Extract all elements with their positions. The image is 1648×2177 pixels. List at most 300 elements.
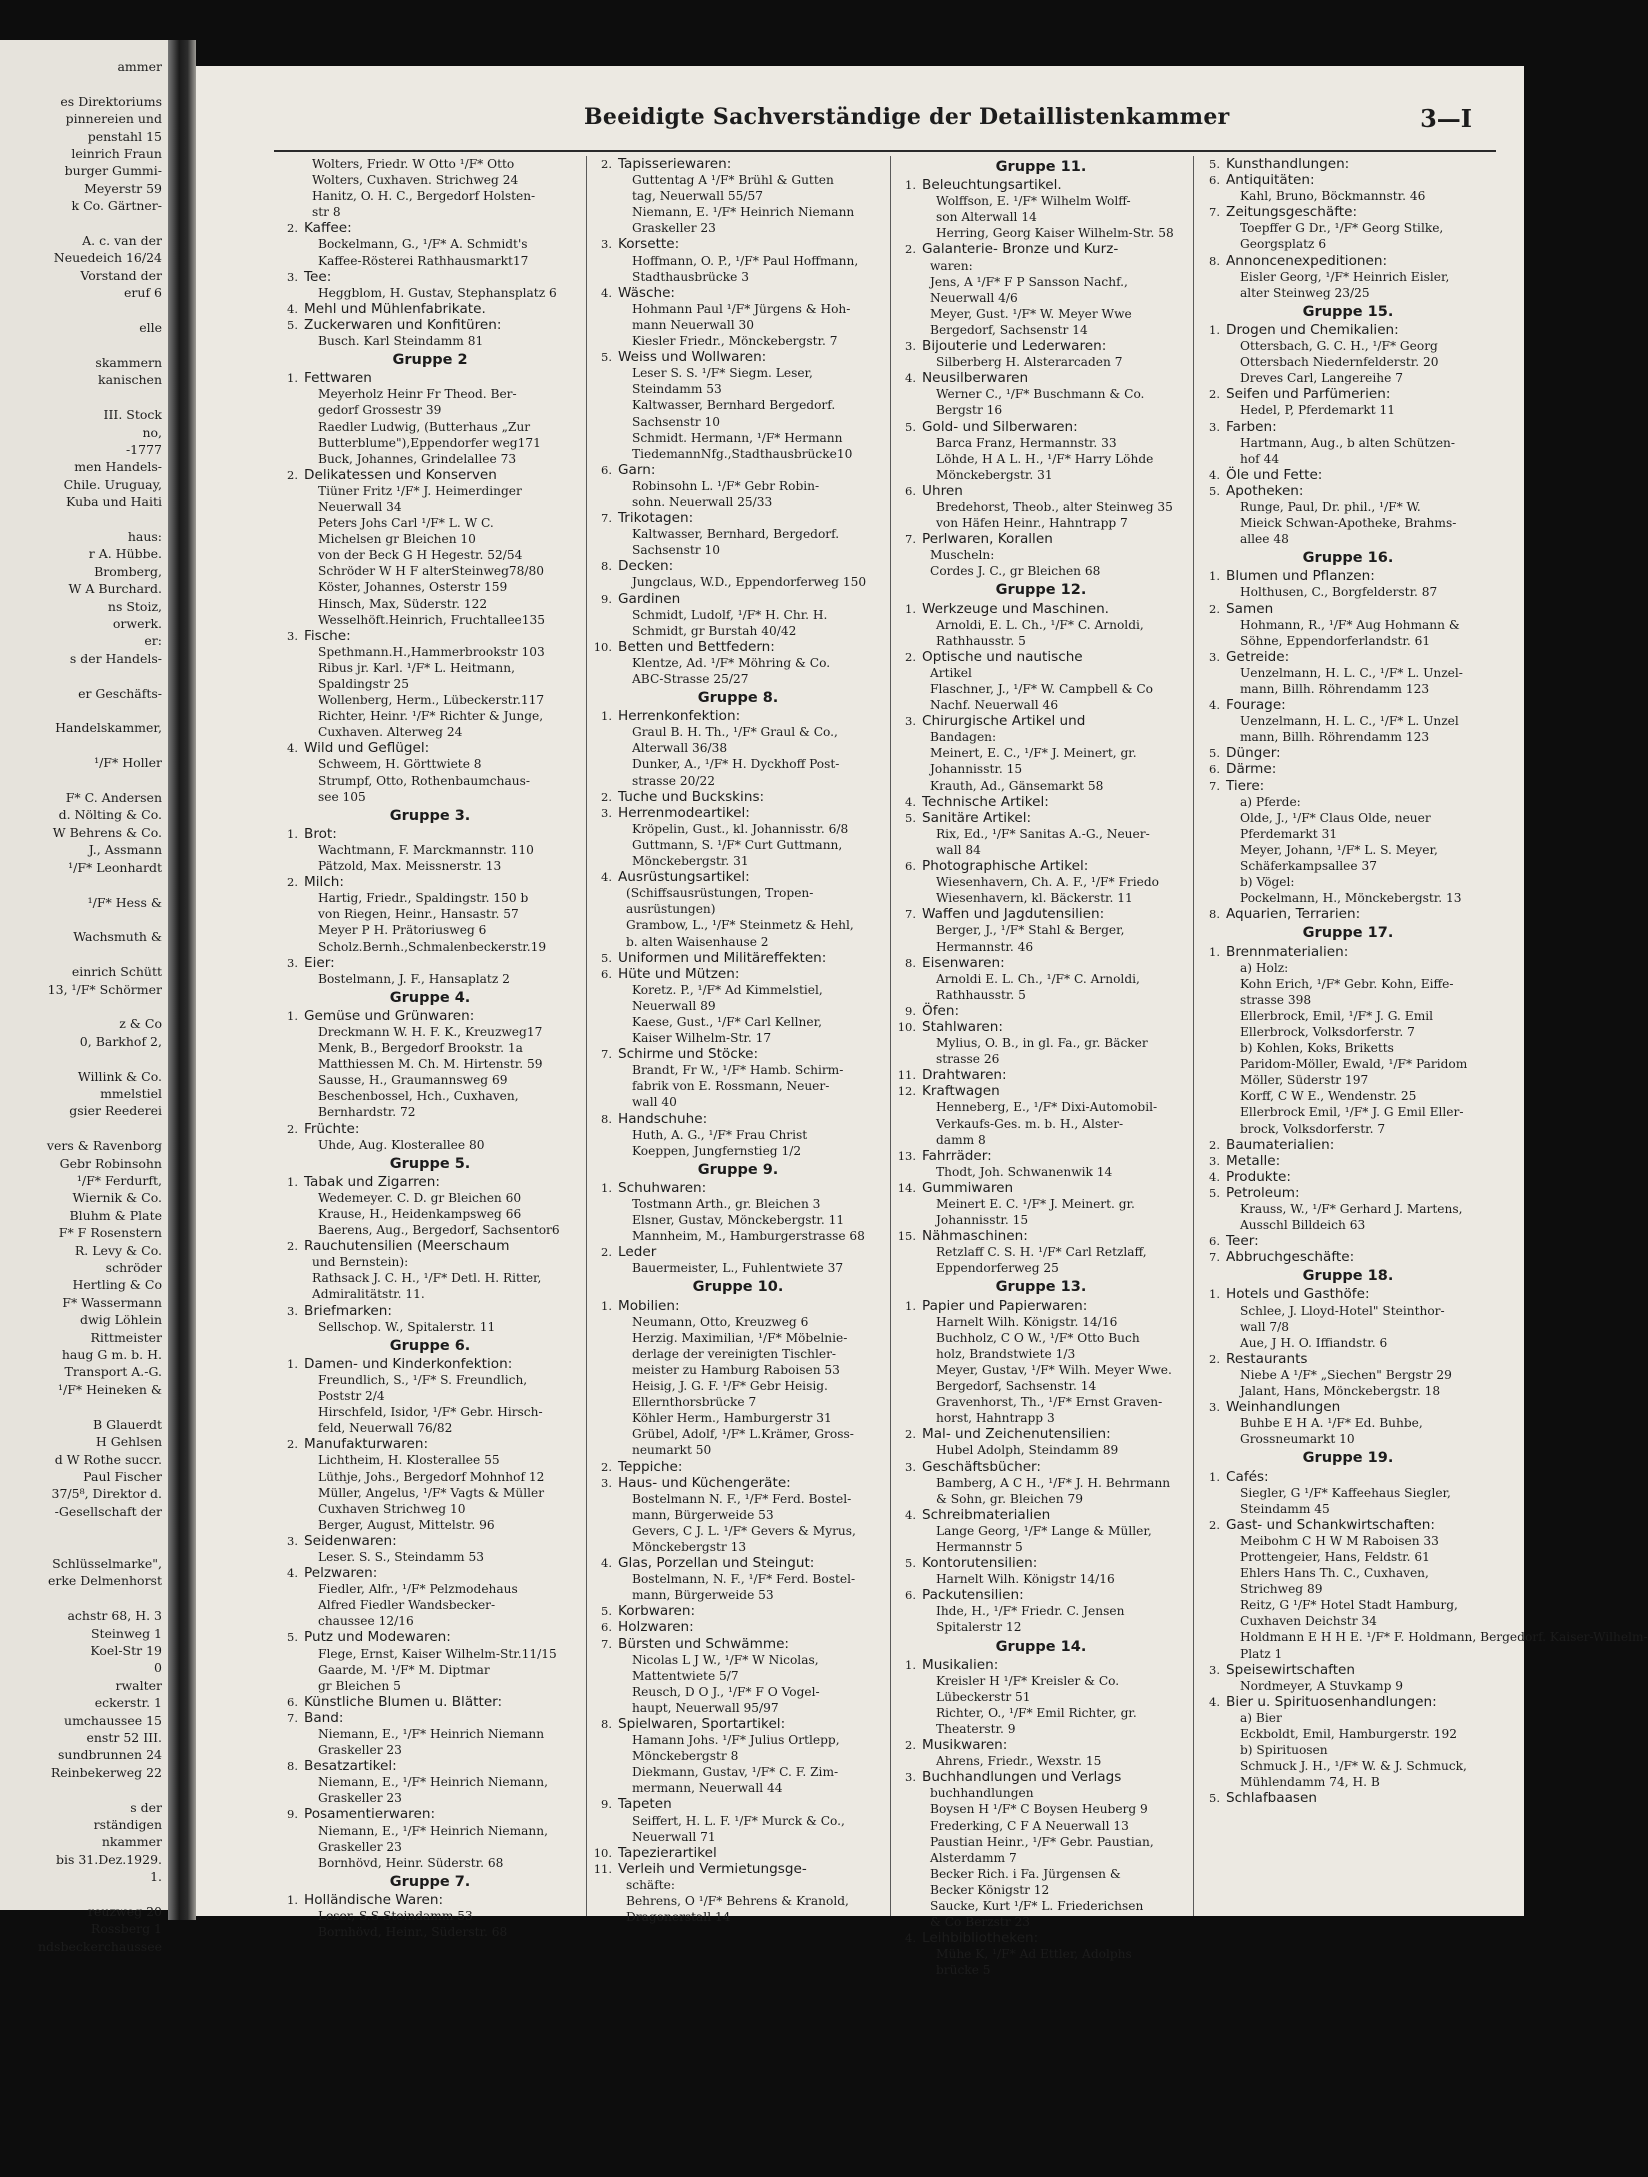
directory-entry	[590, 236, 886, 284]
entry-body	[618, 349, 886, 462]
entry-line: b) Kohlen, Koks, Briketts	[1240, 1041, 1394, 1056]
entry-line: Behrens, O ¹/F* Behrens & Kranold,	[626, 1894, 849, 1909]
entry-line: Mannheim, M., Hamburgerstrasse 68	[632, 1229, 865, 1244]
category-title: Uhren	[922, 482, 963, 499]
column-1	[276, 156, 584, 1940]
entry-body	[618, 1619, 886, 1635]
directory-entry	[894, 1180, 1188, 1228]
entry-line: Scholz.Bernh.,Schmalenbeckerstr.19	[318, 939, 547, 954]
directory-entry	[894, 1298, 1188, 1427]
left-page-line: schröder	[105, 1260, 162, 1276]
directory-entry	[1198, 1662, 1498, 1694]
left-page-line: Kuba und Haiti	[66, 494, 162, 510]
category-title: Schuhwaren:	[618, 1179, 707, 1196]
entry-line: ausrüstungen)	[626, 902, 716, 917]
entry-number: 3.	[601, 805, 612, 820]
category-title: Beleuchtungsartikel.	[922, 177, 1062, 194]
left-page-line: leinrich Fraun	[71, 146, 162, 162]
entry-line: Grambow, L., ¹/F* Steinmetz & Hehl,	[626, 918, 854, 933]
category-title: Schirme und Stöcke:	[618, 1046, 759, 1063]
entry-line: Busch. Karl Steindamm 81	[318, 334, 484, 349]
directory-entry	[590, 1619, 886, 1635]
entry-line: strasse 20/22	[632, 773, 715, 788]
group-heading: Gruppe 5.	[389, 1155, 471, 1172]
left-page-line	[2, 1886, 162, 1903]
entry-number: 3.	[287, 1303, 298, 1318]
directory-entry	[1198, 172, 1498, 204]
category-title: Bürsten und Schwämme:	[618, 1635, 790, 1652]
entry-body	[922, 906, 1188, 954]
entry-line: Johannisstr. 15	[930, 762, 1023, 777]
entry-body	[1226, 253, 1498, 301]
entry-number: 8.	[1209, 907, 1220, 922]
directory-entry	[894, 906, 1188, 954]
directory-entry	[1198, 778, 1498, 907]
category-title: Wild und Geflügel:	[304, 740, 430, 757]
entry-line: Eckboldt, Emil, Hamburgerstr. 192	[1240, 1727, 1458, 1741]
category-title: Buchhandlungen und Verlags	[922, 1769, 1122, 1786]
entry-line: Wiesenhavern, Ch. A. F., ¹/F* Friedo	[936, 875, 1159, 890]
left-page-line: eckerstr. 1	[94, 1695, 162, 1711]
entry-line: Pferdemarkt 31	[1240, 826, 1338, 841]
entry-line: Meyer, Johann, ¹/F* L. S. Meyer,	[1240, 842, 1438, 857]
entry-line: Söhne, Eppendorferlandstr. 61	[1240, 633, 1431, 648]
entry-line: Harnelt Wilh. Königstr 14/16	[936, 1572, 1115, 1587]
entry-body	[922, 1228, 1188, 1276]
category-title: Schreibmaterialien	[922, 1506, 1051, 1523]
entry-line: feld, Neuerwall 76/82	[318, 1421, 453, 1436]
column-divider	[1193, 156, 1194, 1916]
entry-body	[922, 810, 1188, 858]
entry-body	[618, 1716, 886, 1796]
entry-number: 3.	[1209, 649, 1220, 664]
left-page-line: Bluhm & Plate	[69, 1207, 162, 1223]
entry-line: a) Pferde:	[1240, 794, 1301, 809]
category-title: Pelzwaren:	[304, 1565, 378, 1582]
entry-line: Henneberg, E., ¹/F* Dixi-Automobil-	[936, 1100, 1158, 1115]
entry-line: Freundlich, S., ¹/F* S. Freundlich,	[318, 1372, 528, 1387]
group-heading: Gruppe 9.	[697, 1161, 779, 1178]
category-title: Fische:	[304, 627, 351, 644]
entry-line: Thodt, Joh. Schwanenwik 14	[936, 1164, 1113, 1179]
entry-number: 5.	[1209, 1791, 1220, 1806]
group-heading: Gruppe 15.	[1302, 303, 1394, 320]
entry-line: allee 48	[1240, 532, 1289, 547]
category-title: Aquarien, Terrarien:	[1226, 906, 1361, 923]
directory-entry	[1198, 386, 1498, 418]
entry-line: Kröpelin, Gust., kl. Johannisstr. 6/8	[632, 821, 849, 836]
entry-body	[618, 1636, 886, 1716]
entry-body	[922, 419, 1188, 483]
column-2	[590, 156, 886, 1925]
entry-number: 8.	[1209, 253, 1220, 268]
entry-number: 5.	[1209, 157, 1220, 171]
left-page-line: -Gesellschaft der	[54, 1503, 162, 1519]
directory-entry	[590, 1111, 886, 1159]
category-title: Waffen und Jagdutensilien:	[922, 906, 1105, 923]
entry-body	[922, 1148, 1188, 1180]
entry-number: 12.	[897, 1084, 916, 1099]
left-page-line: erke Delmenhorst	[47, 1573, 162, 1589]
entry-line: waren:	[930, 258, 973, 273]
entry-line: Arnoldi E. L. Ch., ¹/F* C. Arnoldi,	[936, 971, 1140, 986]
entry-number: 9.	[601, 591, 612, 606]
left-page-line	[2, 1050, 162, 1067]
left-page-line	[2, 702, 162, 719]
entry-body	[1226, 1662, 1498, 1694]
entry-line: Georgsplatz 6	[1240, 237, 1327, 252]
entry-line: brücke 5	[936, 1963, 991, 1978]
entry-body	[922, 1067, 1188, 1083]
category-title: Geschäftsbücher:	[922, 1458, 1041, 1475]
directory-entry	[894, 1657, 1188, 1737]
entry-line: Runge, Paul, Dr. phil., ¹/F* W.	[1240, 499, 1421, 514]
entry-number: 5.	[601, 950, 612, 965]
entry-line: Koeppen, Jungfernstieg 1/2	[632, 1143, 802, 1158]
entry-number: 5.	[1209, 483, 1220, 498]
left-page-line: penstahl 15	[87, 128, 162, 144]
directory-entry	[894, 1769, 1188, 1785]
left-page-line: enstr 52 III.	[86, 1730, 162, 1745]
directory-entry	[590, 510, 886, 558]
left-page-line	[2, 389, 162, 406]
entry-line: Berger, J., ¹/F* Stahl & Berger,	[936, 923, 1125, 938]
entry-line: Werner C., ¹/F* Buschmann & Co.	[936, 387, 1145, 402]
entry-line: Herzig. Maximilian, ¹/F* Möbelnie-	[632, 1330, 848, 1345]
entry-body	[618, 869, 886, 885]
directory-entry	[590, 156, 886, 236]
category-title: Zuckerwaren und Konfitüren:	[304, 316, 502, 333]
category-title: Tapeten	[618, 1796, 672, 1813]
entry-line: Wollenberg, Herm., Lübeckerstr.117	[318, 693, 545, 708]
category-title: Früchte:	[304, 1120, 360, 1137]
entry-line: chaussee 12/16	[318, 1614, 414, 1629]
entry-body	[922, 1083, 1188, 1147]
entry-body	[618, 510, 886, 558]
left-page-line: ¹/F* Hess &	[87, 894, 162, 910]
entry-line: Dunker, A., ¹/F* H. Dyckhoff Post-	[632, 757, 840, 772]
entry-line: hof 44	[1240, 451, 1280, 466]
entry-line: Bandagen:	[930, 730, 997, 745]
entry-line: Hohmann, R., ¹/F* Aug Hohmann &	[1240, 617, 1460, 632]
page-header	[196, 104, 1524, 148]
page-number: 3—I	[1420, 104, 1472, 133]
entry-line: Becker Königstr 12	[930, 1882, 1050, 1897]
entry-number: 3.	[1209, 419, 1220, 434]
directory-entry	[1198, 601, 1498, 649]
entry-body	[618, 1244, 886, 1276]
directory-entry	[1198, 649, 1498, 697]
entry-body	[304, 1892, 584, 1940]
entry-number: 3.	[905, 1770, 916, 1785]
entry-body	[618, 462, 886, 510]
left-page-line: Schlüsselmarke",	[52, 1555, 162, 1571]
entry-line: Theaterstr. 9	[936, 1722, 1016, 1736]
directory-entry	[894, 794, 1188, 810]
group-heading: Gruppe 14.	[995, 1638, 1087, 1655]
category-title: Farben:	[1226, 418, 1277, 435]
entry-line: Ottersbach Niedernfelderstr. 20	[1240, 355, 1439, 370]
entry-line: Wesselhöft.Heinrich, Fruchtallee135	[318, 612, 546, 627]
directory-entry	[1198, 1286, 1498, 1350]
category-title: Tabak und Zigarren:	[304, 1173, 440, 1190]
directory-entry	[1198, 697, 1498, 745]
left-page-line: haug G m. b. H.	[61, 1347, 162, 1363]
entry-line: Berger, August, Mittelstr. 96	[318, 1517, 495, 1532]
entry-number: 7.	[1209, 778, 1220, 793]
entry-line: Hartmann, Aug., b alten Schützen-	[1240, 435, 1456, 450]
directory-entry	[1198, 156, 1498, 172]
entry-line: Siegler, G ¹/F* Kaffeehaus Siegler,	[1240, 1485, 1451, 1500]
entry-line: Sausse, H., Graumannsweg 69	[318, 1073, 508, 1088]
entry-line: Meyer P H. Prätoriusweg 6	[318, 923, 487, 938]
entry-line: neumarkt 50	[632, 1443, 712, 1458]
entry-line: Rix, Ed., ¹/F* Sanitas A.-G., Neuer-	[936, 826, 1150, 841]
directory-entry	[590, 591, 886, 639]
left-page-line	[2, 737, 162, 754]
entry-body	[922, 1587, 1188, 1635]
entry-line: Reitz, G ¹/F* Hotel Stadt Hamburg,	[1240, 1598, 1458, 1613]
entry-line: Schweem, H. Görttwiete 8	[318, 757, 482, 772]
category-title: Musikalien:	[922, 1656, 999, 1673]
directory-entry	[590, 639, 886, 687]
directory-entry	[1198, 1694, 1498, 1791]
category-title: Holländische Waren:	[304, 1891, 444, 1908]
entry-body	[922, 1769, 1188, 1785]
category-title: Gummiwaren	[922, 1179, 1014, 1196]
entry-line: Meinert E. C. ¹/F* J. Meinert. gr.	[936, 1197, 1135, 1211]
entry-line: Niebe A ¹/F* „Siechen" Bergstr 29	[1240, 1367, 1452, 1382]
directory-entry	[894, 1067, 1188, 1083]
category-title: Tuche und Buckskins:	[618, 788, 765, 805]
category-title: Kraftwagen	[922, 1083, 1000, 1100]
entry-line: Hermannstr. 46	[936, 939, 1034, 954]
entry-line: Bamberg, A C H., ¹/F* J. H. Behrmann	[936, 1475, 1171, 1490]
entry-body	[618, 789, 886, 805]
entry-number: 5.	[905, 419, 916, 434]
left-page-line: ¹/F* Ferdurft,	[76, 1173, 162, 1188]
entry-body	[1226, 745, 1498, 761]
entry-line: Holdmann E H H E. ¹/F* F. Holdmann, Bergedorf. Kaiser-Wilhelm-	[1240, 1630, 1648, 1645]
entry-line: Johannisstr. 15	[936, 1213, 1029, 1228]
entry-number: 7.	[601, 511, 612, 526]
entry-line: Kiesler Friedr., Mönckebergstr. 7	[632, 334, 838, 349]
entry-line: strasse 26	[936, 1052, 1000, 1067]
entry-body	[618, 1555, 886, 1603]
directory-entry	[894, 1930, 1188, 1978]
category-title: Weiss und Wollwaren:	[618, 349, 767, 366]
entry-line: Verkaufs-Ges. m. b. H., Alster-	[936, 1116, 1124, 1131]
entry-body	[1226, 1694, 1498, 1791]
directory-entry	[590, 1046, 886, 1110]
entry-line: Koretz. P., ¹/F* Ad Kimmelstiel,	[632, 982, 823, 997]
left-page-line: Neuedeich 16/24	[53, 250, 162, 266]
entry-line: Hanitz, O. H. C., Bergedorf Holsten-	[312, 189, 536, 204]
category-title: Seidenwaren:	[304, 1532, 397, 1549]
entry-body	[618, 1796, 886, 1844]
entry-line: Wachtmann, F. Marckmannstr. 110	[318, 842, 534, 857]
entry-line: Niemann, E. ¹/F* Heinrich Niemann	[632, 205, 855, 220]
entry-line: horst, Hahntrapp 3	[936, 1411, 1055, 1426]
directory-entry	[276, 1758, 584, 1806]
entry-line: haupt, Neuerwall 95/97	[632, 1700, 779, 1715]
entry-line: Meinert, E. C., ¹/F* J. Meinert, gr.	[930, 746, 1137, 761]
entry-line: wall 84	[936, 842, 981, 857]
entry-line: Alterwall 36/38	[632, 741, 728, 756]
entry-body	[304, 1629, 584, 1693]
left-page-line: z & Co	[119, 1016, 162, 1032]
category-title: Blumen und Pflanzen:	[1226, 568, 1375, 585]
entry-line: Meyer, Gust. ¹/F* W. Meyer Wwe	[930, 306, 1132, 321]
left-page-line: men Handels-	[74, 459, 162, 475]
category-title: Leihbibliotheken:	[922, 1930, 1039, 1947]
entry-line: Stadthausbrücke 3	[632, 269, 749, 284]
category-title: Photographische Artikel:	[922, 858, 1089, 875]
category-title: Briefmarken:	[304, 1302, 392, 1319]
entry-line: Hubel Adolph, Steindamm 89	[936, 1443, 1119, 1458]
directory-entry	[1198, 1469, 1498, 1517]
entry-line: Krauss, W., ¹/F* Gerhard J. Martens,	[1240, 1202, 1463, 1216]
column-4	[1198, 156, 1648, 1916]
entry-line: Raedler Ludwig, (Butterhaus „Zur	[318, 419, 531, 434]
entry-line: Frederking, C F A Neuerwall 13	[930, 1818, 1129, 1833]
entry-body	[1226, 697, 1498, 745]
left-page-line: Wachsmuth &	[73, 929, 162, 945]
entry-line: Spaldingstr 25	[318, 677, 410, 691]
entry-line: Bergstr 16	[936, 403, 1003, 418]
directory-entry	[1198, 1153, 1498, 1169]
entry-body	[304, 1806, 584, 1870]
entry-line: Robinsohn L. ¹/F* Gebr Robin-	[632, 478, 820, 493]
left-page-line: er Geschäfts-	[78, 685, 162, 701]
directory-entry	[590, 349, 886, 462]
entry-line: Poststr 2/4	[318, 1389, 385, 1404]
entry-line: Hedel, P, Pferdemarkt 11	[1240, 403, 1396, 418]
entry-line: Steindamm 45	[1240, 1501, 1330, 1516]
left-page-line: reuzweg 20	[88, 1904, 162, 1920]
entry-line: Krauth, Ad., Gänsemarkt 58	[930, 778, 1104, 793]
directory-entry	[1198, 1169, 1498, 1185]
directory-entry	[894, 1003, 1188, 1019]
entry-line: Hirschfeld, Isidor, ¹/F* Gebr. Hirsch-	[318, 1405, 543, 1420]
entry-line: b) Vögel:	[1240, 875, 1295, 890]
entry-line: Jungclaus, W.D., Eppendorferweg 150	[632, 575, 867, 590]
entry-line: Bostelmann, J. F., Hansaplatz 2	[318, 971, 510, 986]
entry-number: 10.	[897, 1019, 916, 1034]
entry-number: 1.	[601, 1180, 612, 1195]
entry-body	[1226, 944, 1498, 1137]
entry-number: 2.	[287, 1239, 298, 1254]
category-title: Apotheken:	[1226, 482, 1304, 499]
directory-entry	[276, 1892, 584, 1940]
directory-entry	[590, 869, 886, 885]
entry-number: 2.	[287, 467, 298, 482]
left-page-fragment	[0, 40, 168, 1954]
entry-number: 1.	[905, 1298, 916, 1313]
entry-body	[304, 1174, 584, 1238]
directory-entry	[590, 1716, 886, 1796]
directory-entry	[590, 462, 886, 510]
left-page-line	[2, 302, 162, 319]
entry-line: Reusch, D O J., ¹/F* F O Vogel-	[632, 1684, 820, 1699]
directory-entry	[894, 419, 1188, 483]
entry-number: 10.	[593, 1845, 612, 1860]
entry-line: Arnoldi, E. L. Ch., ¹/F* C. Arnoldi,	[936, 617, 1144, 632]
entry-number: 13.	[897, 1148, 916, 1163]
entry-line: Ellerbrock, Emil, ¹/F* J. G. Emil	[1240, 1008, 1434, 1023]
category-title: Damen- und Kinderkonfektion:	[304, 1355, 513, 1372]
entry-line: Butterblume"),Eppendorfer weg171	[318, 435, 541, 450]
entry-number: 6.	[905, 483, 916, 498]
column-divider	[586, 156, 587, 1916]
entry-number: 1.	[1209, 322, 1220, 337]
left-page-line: 1.	[150, 1869, 162, 1885]
entry-line: Schmidt, Ludolf, ¹/F* H. Chr. H.	[632, 607, 828, 622]
directory-entry	[276, 1694, 584, 1710]
entry-body	[922, 1657, 1188, 1737]
directory-entry	[276, 370, 584, 467]
entry-body	[618, 1180, 886, 1244]
category-title: Öle und Fette:	[1226, 466, 1323, 483]
entry-number: 5.	[287, 317, 298, 332]
entry-number: 1.	[287, 1892, 298, 1907]
entry-body	[922, 1555, 1188, 1587]
entry-number: 2.	[1209, 1137, 1220, 1152]
entry-body	[1226, 1233, 1498, 1249]
directory-entry	[276, 1565, 584, 1629]
entry-body	[1226, 568, 1498, 600]
entry-number: 4.	[287, 1566, 298, 1581]
entry-line: Mylius, O. B., in gl. Fa., gr. Bäcker	[936, 1036, 1148, 1051]
entry-line: Hamann Johs. ¹/F* Julius Ortlepp,	[632, 1733, 840, 1748]
directory-entry	[1198, 419, 1498, 467]
left-page-line: Gebr Robinsohn	[59, 1155, 162, 1171]
category-title: Getreide:	[1226, 648, 1290, 665]
category-title: Gardinen	[618, 590, 681, 607]
entry-number: 3.	[1209, 1153, 1220, 1168]
entry-body	[618, 639, 886, 687]
directory-entry	[276, 826, 584, 874]
entry-body	[618, 1475, 886, 1555]
entry-line: Eisler Georg, ¹/F* Heinrich Eisler,	[1240, 269, 1450, 284]
entry-line: Muscheln:	[930, 548, 995, 563]
entry-line: Neuerwall 34	[318, 499, 402, 514]
left-page-line: elle	[139, 320, 162, 336]
directory-entry	[894, 370, 1188, 418]
left-page-line: Steinweg 1	[90, 1625, 162, 1641]
entry-number: 1.	[1209, 1469, 1220, 1484]
entry-body	[1226, 1137, 1498, 1153]
entry-line: Strichweg 89	[1240, 1582, 1323, 1597]
category-title: Öfen:	[922, 1002, 960, 1019]
left-page-line: B Glauerdt	[92, 1416, 162, 1432]
entry-number: 4.	[1209, 1694, 1220, 1709]
left-page-line: J., Assmann	[88, 842, 162, 858]
entry-line: Bornhövd, Heinr. Süderstr. 68	[318, 1855, 504, 1870]
entry-line: Köster, Johannes, Osterstr 159	[318, 580, 508, 595]
entry-line: Cuxhaven. Alterweg 24	[318, 725, 463, 740]
category-title: Optische und nautische	[922, 648, 1083, 665]
entry-number: 1.	[1209, 944, 1220, 959]
directory-entry	[894, 1459, 1188, 1507]
entry-line: Pätzold, Max. Meissnerstr. 13	[318, 859, 502, 874]
entry-line: sohn. Neuerwall 25/33	[632, 494, 773, 509]
category-title: Baumaterialien:	[1226, 1136, 1335, 1153]
left-page-line: III. Stock	[103, 407, 162, 423]
entry-body	[922, 1737, 1188, 1769]
directory-entry	[894, 1148, 1188, 1180]
entry-line: Michelsen gr Bleichen 10	[318, 532, 476, 547]
